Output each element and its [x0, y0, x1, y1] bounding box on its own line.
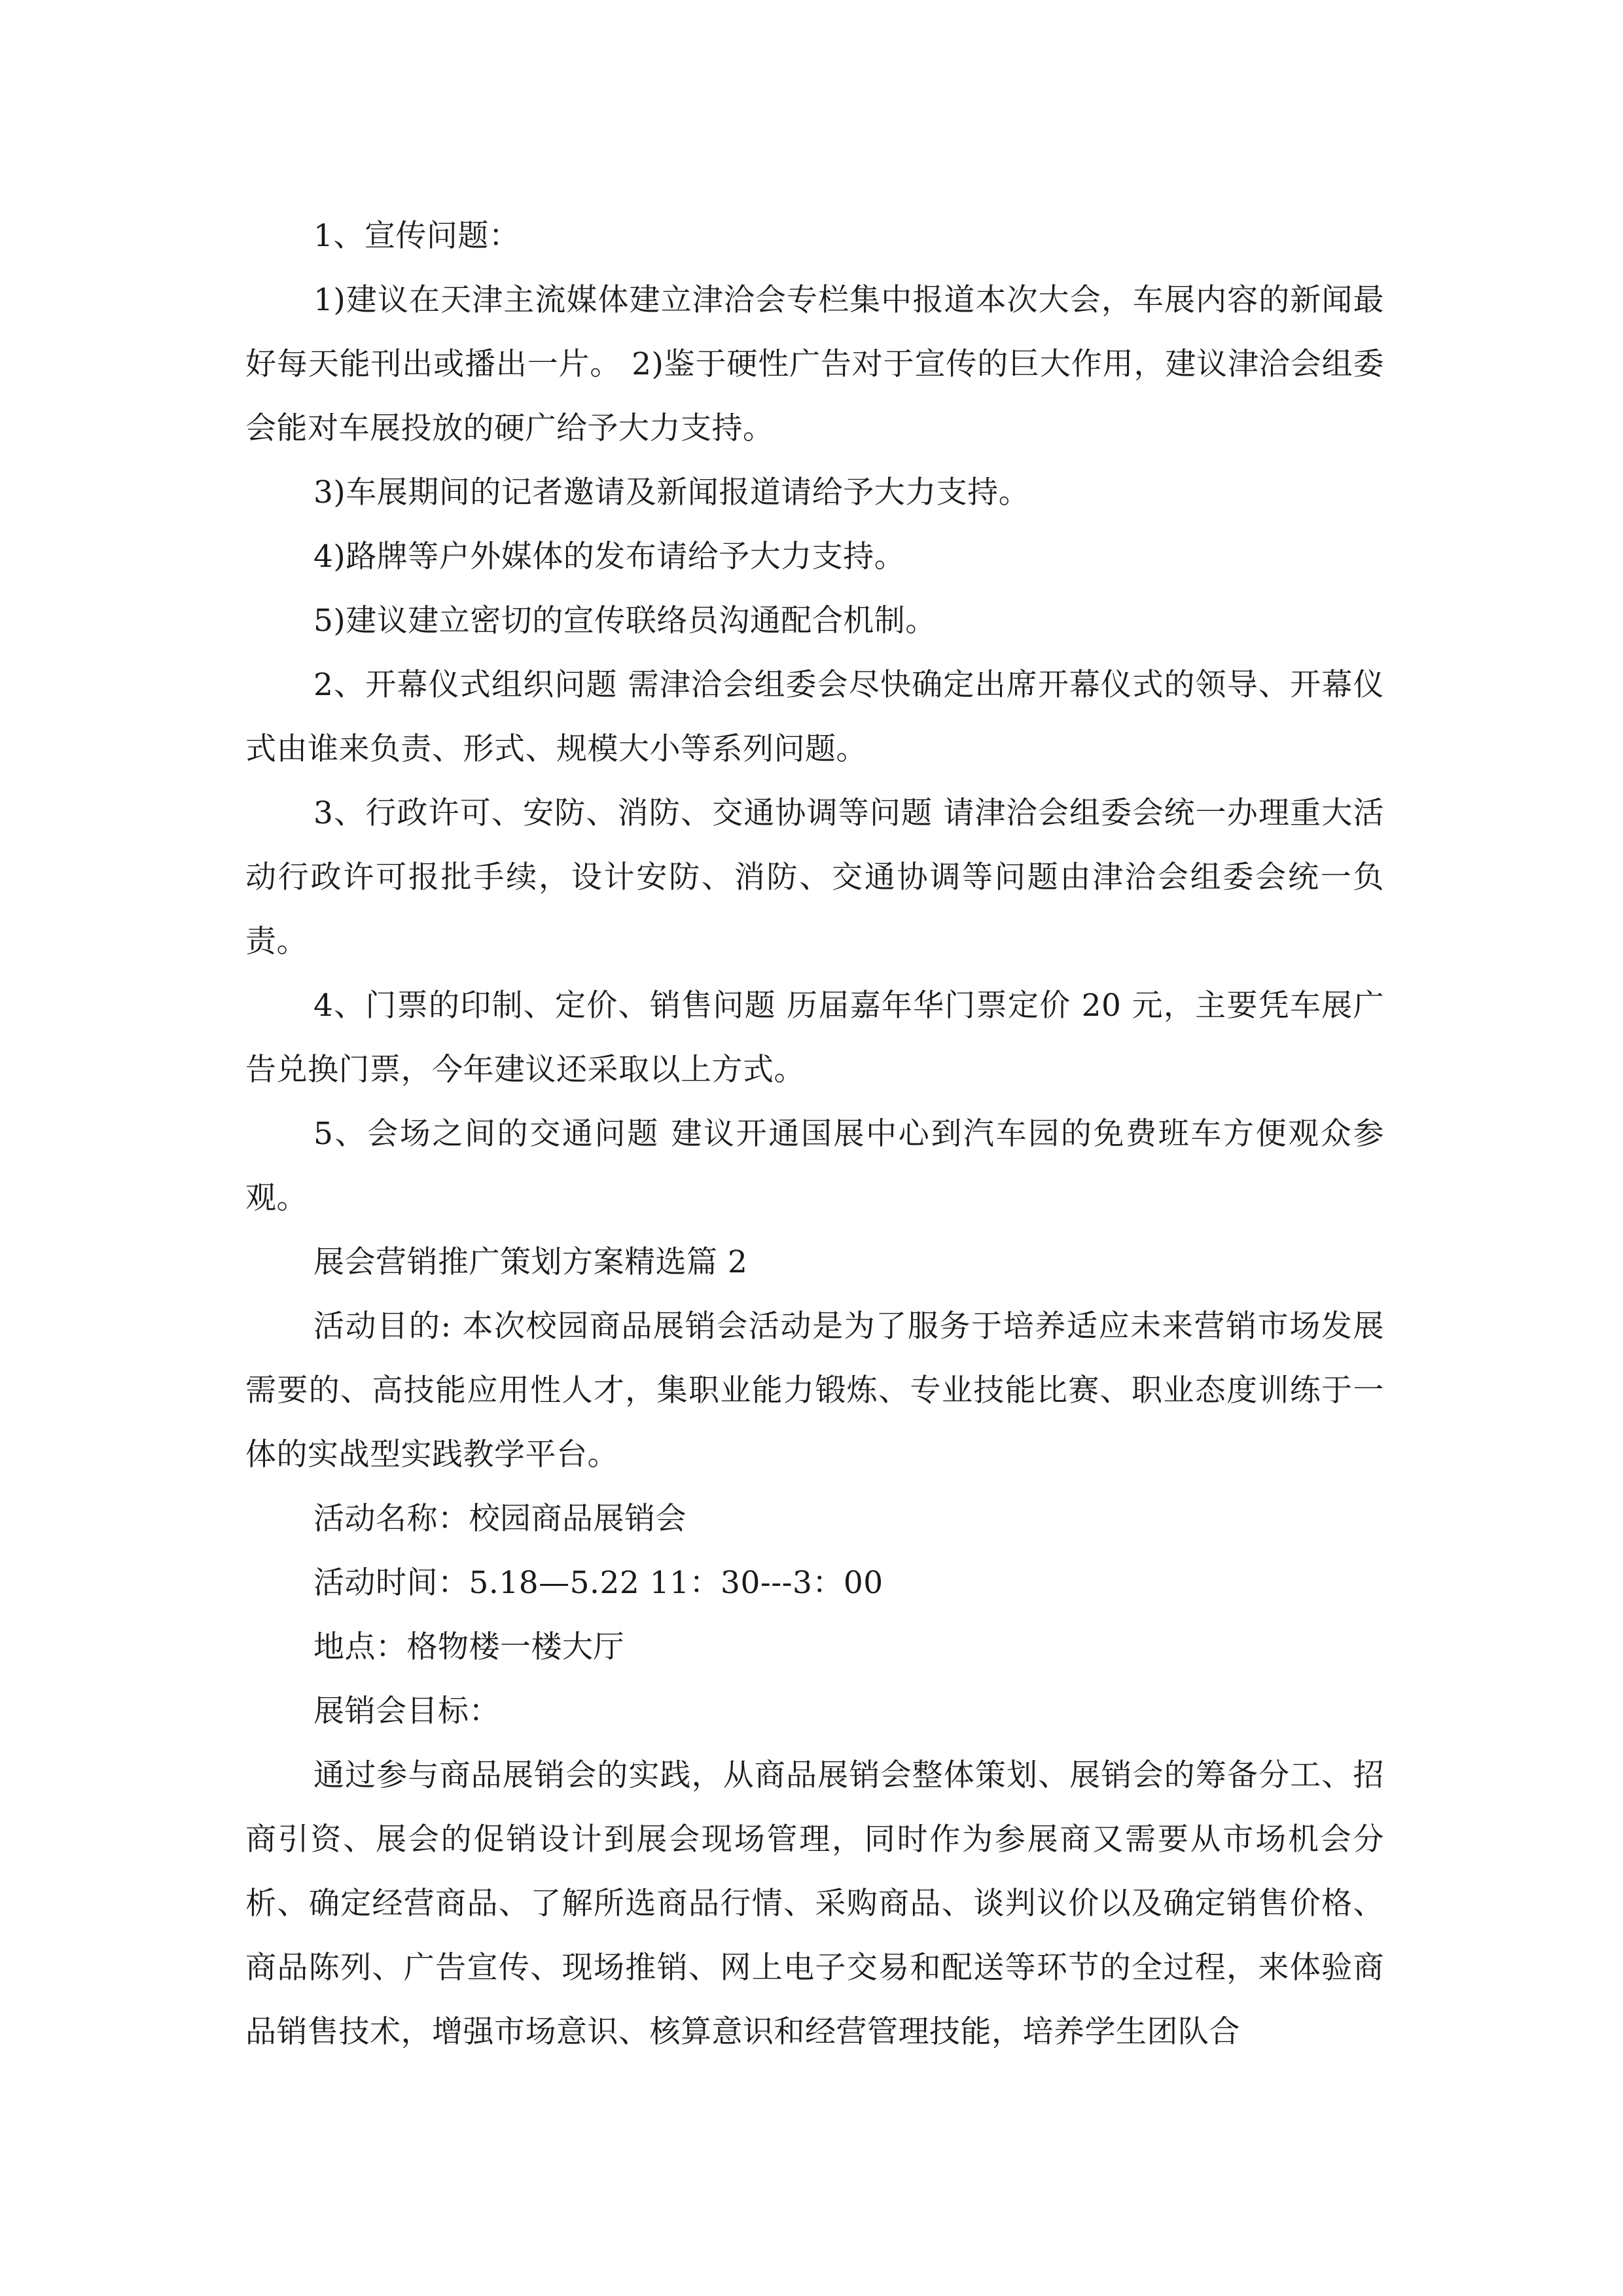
paragraph-exhibition-goals-body: 通过参与商品展销会的实践，从商品展销会整体策划、展销会的筹备分工、招商引资、展会的促销设计到展会现场管理，同时作为参展商又需要从市场机会分析、确定经营商品、了解所选商品行情、采购商品、谈判议价以及确定销售价格、商品陈列、广告宣传、现场推销、网上电子交易和配送等环节的全过程，来体验商品销售技术，增强市场意识、核算意识和经营管理技能，培养学生团队合 — [245, 1757, 1384, 2050]
paragraph-tickets: 4、门票的印制、定价、销售问题 历届嘉年华门票定价 20 元，主要凭车展广告兑换门票，今年建议还采取以上方式。 — [245, 988, 1384, 1088]
paragraph-opening-ceremony: 2、开幕仪式组织问题 需津洽会组委会尽快确定出席开幕仪式的领导、开幕仪式由谁来负责、形式、规模大小等系列问题。 — [245, 667, 1384, 767]
paragraph-transportation: 5、会场之间的交通问题 建议开通国展中心到汽车园的免费班车方便观众参观。 — [245, 1116, 1384, 1216]
paragraph-activity-time: 活动时间：5.18—5.22 11：30---3：00 — [313, 1565, 883, 1601]
paragraph-location: 地点：格物楼一楼大厅 — [313, 1629, 624, 1665]
paragraph-activity-name: 活动名称：校园商品展销会 — [313, 1501, 687, 1537]
paragraph-administrative-permits: 3、行政许可、安防、消防、交通协调等问题 请津洽会组委会统一办理重大活动行政许可报批手续，设计安防、消防、交通协调等问题由津洽会组委会统一负责。 — [245, 795, 1384, 960]
paragraph-outdoor-media: 4)路牌等户外媒体的发布请给予大力支持。 — [313, 539, 906, 575]
paragraph-exhibition-goals-heading: 展销会目标： — [313, 1693, 500, 1729]
paragraph-activity-purpose: 活动目的: 本次校园商品展销会活动是为了服务于培养适应未来营销市场发展需要的、高技能应用性人才，集职业能力锻炼、专业技能比赛、职业态度训练于一体的实战型实践教学平台。 — [245, 1308, 1384, 1473]
section-title-part-2: 展会营销推广策划方案精选篇 2 — [313, 1244, 748, 1280]
paragraph-journalist-invitation: 3)车展期间的记者邀请及新闻报道请给予大力支持。 — [313, 475, 1030, 511]
document-body — [245, 204, 1384, 2064]
paragraph-media-suggestions: 1)建议在天津主流媒体建立津洽会专栏集中报道本次大会，车展内容的新闻最好每天能刊出或播出一片。 2)鉴于硬性广告对于宣传的巨大作用，建议津洽会组委会能对车展投放的硬广给予大力支持。 — [245, 282, 1384, 446]
heading-publicity-issues: 1、宣传问题： — [313, 218, 520, 254]
paragraph-liaison-mechanism: 5)建议建立密切的宣传联络员沟通配合机制。 — [313, 603, 936, 639]
